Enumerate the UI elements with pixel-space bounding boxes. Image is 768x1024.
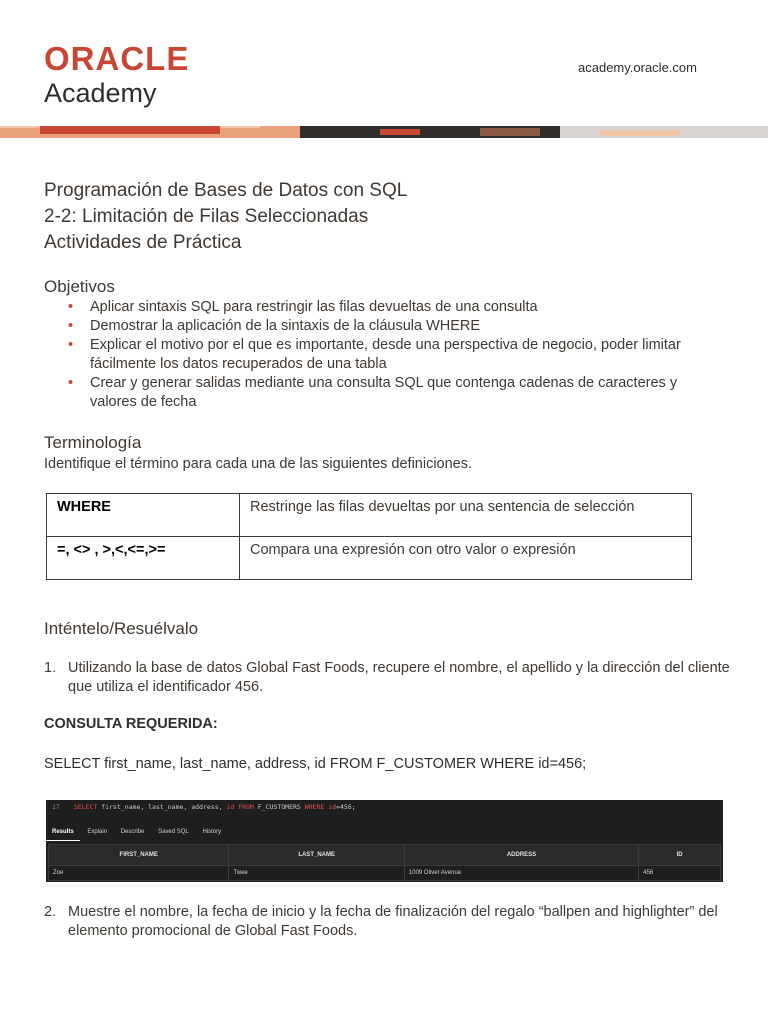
term-cell: =, <> , >,<,<=,>=: [47, 537, 240, 580]
oracle-logo: ORACLE: [44, 40, 190, 77]
terminology-heading: Terminología: [44, 433, 142, 452]
tab-history[interactable]: History: [202, 829, 222, 835]
code-keyword: id FROM: [226, 803, 254, 811]
terminology-table: [46, 493, 692, 580]
code-keyword: SELECT: [73, 803, 98, 811]
objectives-heading: Objetivos: [44, 277, 115, 296]
objectives-list: [44, 298, 724, 412]
code-text: first_name, last_name, address,: [97, 803, 227, 811]
column-header: LAST_NAME: [229, 845, 404, 866]
question-text: Utilizando la base de datos Global Fast Foods, recupere el nombre, el apellido y la dirección del cliente que utiliza el identificador 456.: [68, 660, 730, 695]
code-text: F_CUSTOMERS: [253, 803, 305, 811]
required-query-label: CONSULTA REQUERIDA:: [44, 716, 218, 732]
objective-item: • Crear y generar salidas mediante una consulta SQL que contenga cadenas de caracteres y valores de fecha: [44, 374, 724, 412]
table-header-row: [49, 845, 721, 866]
tab-results[interactable]: Results: [46, 824, 80, 841]
column-header: ADDRESS: [404, 845, 638, 866]
code-line: [52, 803, 356, 811]
table-row: [47, 537, 692, 580]
column-header: FIRST_NAME: [49, 845, 229, 866]
question-text: Muestre el nombre, la fecha de inicio y la fecha de finalización del regalo “ballpen and highlighter” del elemento promocional de Global Fast Foods.: [68, 904, 718, 939]
definition-cell: Compara una expresión con otro valor o expresión: [240, 537, 692, 580]
table-cell: Twee: [229, 866, 404, 881]
tab-describe[interactable]: Describe: [120, 829, 145, 835]
doc-title-line1: Programación de Bases de Datos con SQL: [44, 180, 408, 201]
column-header: ID: [639, 845, 721, 866]
results-grid: [48, 844, 721, 881]
table-cell: 456: [639, 866, 721, 881]
table-cell: Zoe: [49, 866, 229, 881]
table-row: [47, 494, 692, 537]
objective-item: • Demostrar la aplicación de la sintaxis de la cláusula WHERE: [44, 317, 724, 336]
doc-title-line2: 2-2: Limitación de Filas Seleccionadas: [44, 206, 369, 227]
term-cell: WHERE: [47, 494, 240, 537]
result-tabs: [46, 824, 723, 842]
site-url[interactable]: academy.oracle.com: [578, 60, 697, 75]
definition-cell: Restringe las filas devueltas por una sentencia de selección: [240, 494, 692, 537]
question-number: 2.: [44, 904, 57, 920]
decorative-banner: [0, 126, 768, 138]
objective-item: • Aplicar sintaxis SQL para restringir las filas devueltas de una consulta: [44, 298, 724, 317]
question-number: 1.: [44, 660, 57, 676]
code-text: =456;: [336, 803, 356, 811]
table-cell: 1009 Oliver Avenue: [404, 866, 638, 881]
sql-query: SELECT first_name, last_name, address, id FROM F_CUSTOMER WHERE id=456;: [44, 756, 587, 772]
query-result-screenshot: [46, 800, 723, 882]
practice-heading: Inténtelo/Resuélvalo: [44, 619, 199, 638]
tab-saved-sql[interactable]: Saved SQL: [158, 829, 189, 835]
objective-item: • Explicar el motivo por el que es importante, desde una perspectiva de negocio, poder limitar fácilmente los datos recuperados de una tabla: [44, 336, 724, 374]
academy-logo-text: Academy: [44, 78, 157, 108]
line-number: 17: [52, 803, 60, 811]
question-2: [44, 903, 734, 941]
code-keyword: WHERE id: [304, 803, 337, 811]
doc-title-line3: Actividades de Práctica: [44, 232, 242, 253]
tab-explain[interactable]: Explain: [87, 829, 108, 835]
question-1: [44, 659, 734, 697]
terminology-intro: Identifique el término para cada una de las siguientes definiciones.: [44, 456, 473, 472]
table-row: [49, 866, 721, 881]
